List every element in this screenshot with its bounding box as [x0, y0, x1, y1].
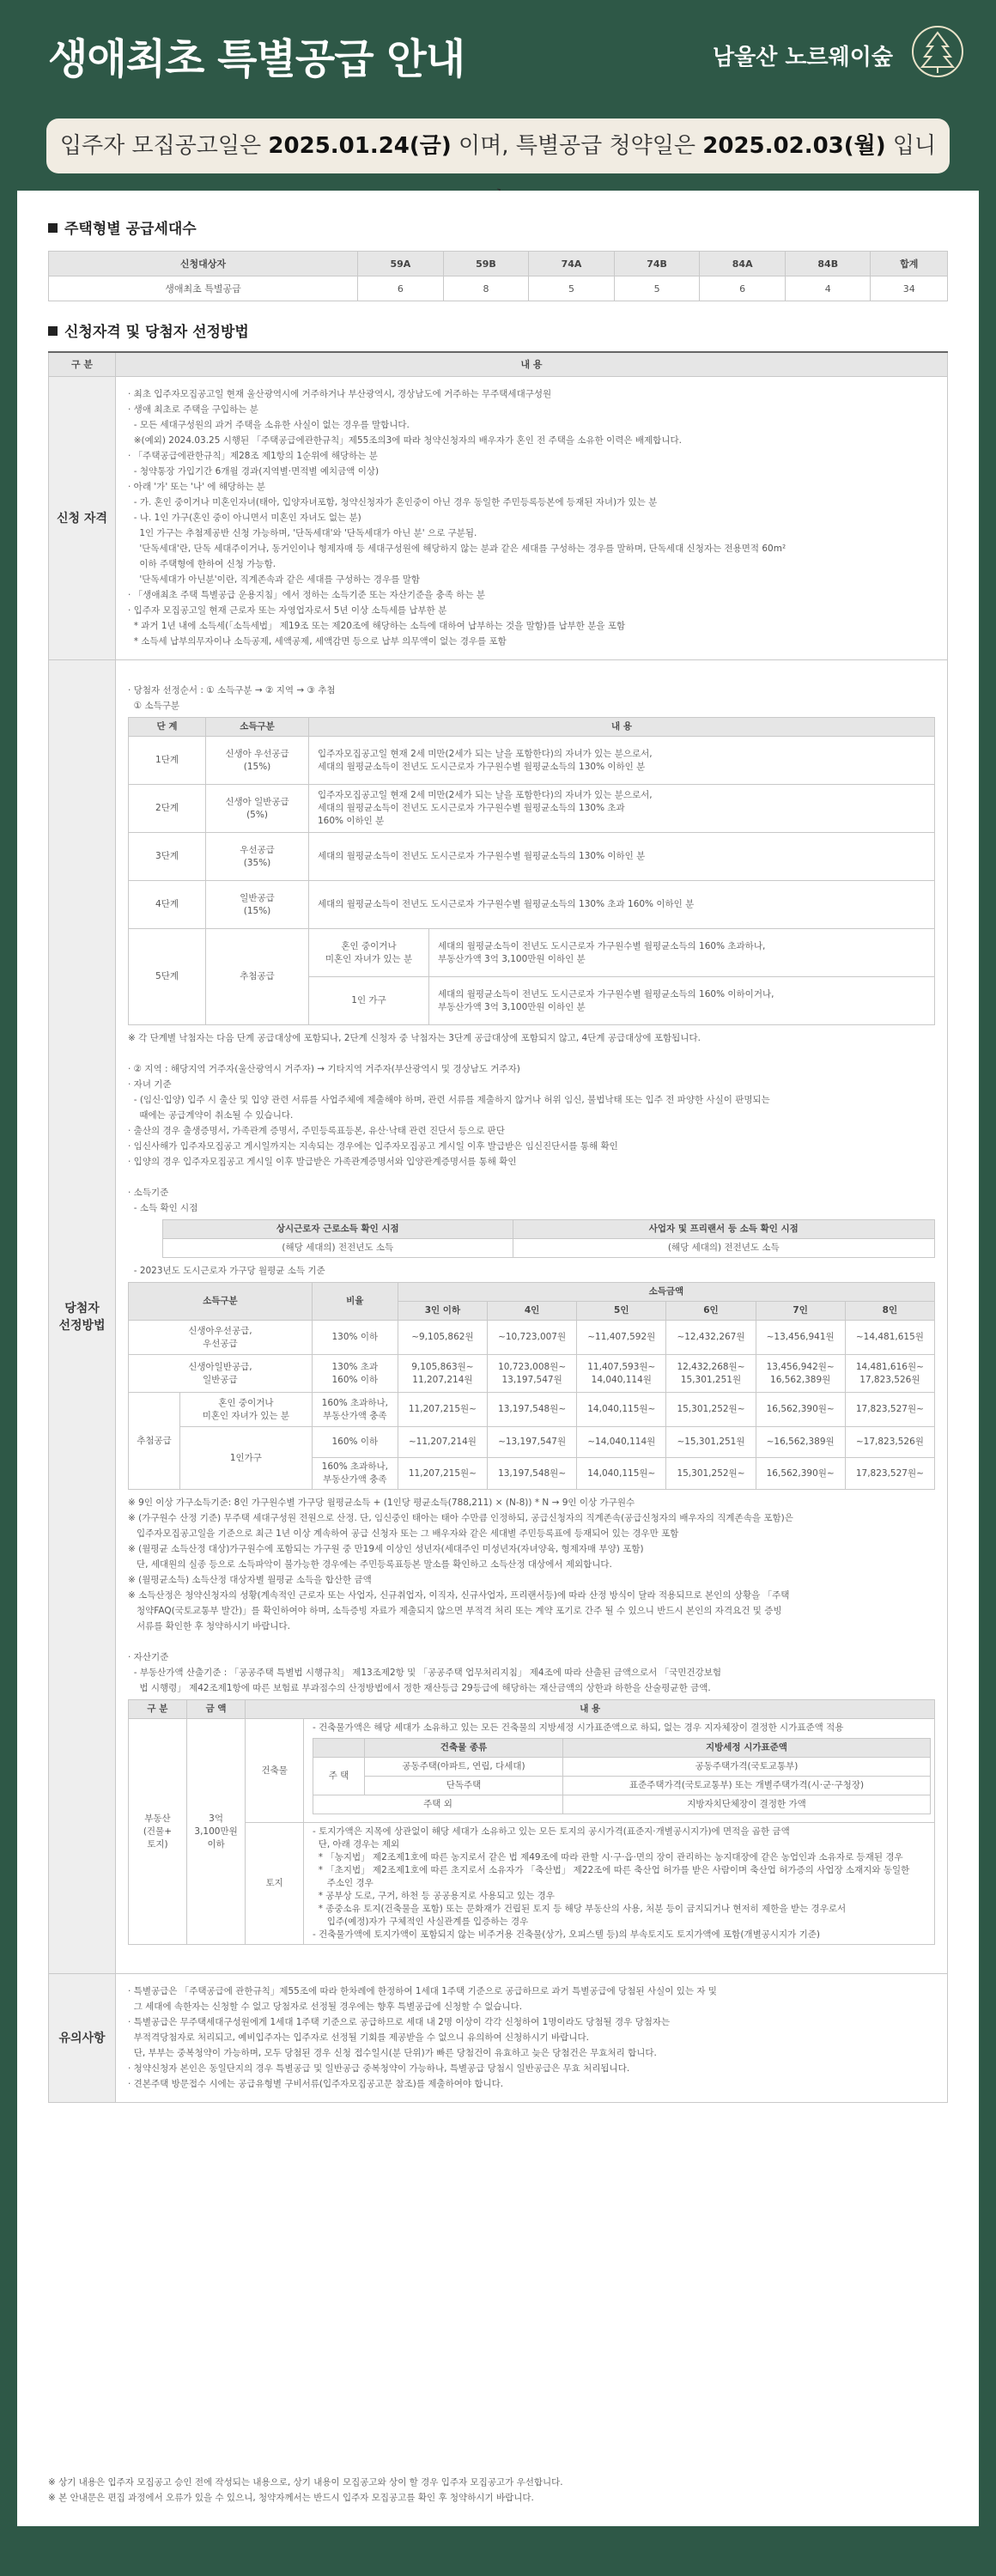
income-note-line: 단, 세대원의 실종 등으로 소득파악이 불가능한 경우에는 주민등록표등본 말소를 확인하고 소득산정 대상에서 제외합니다. [128, 1559, 612, 1570]
supply-header-cell: 59B [443, 252, 528, 276]
income-stage-table [128, 717, 935, 1025]
building-type: 단독주택 [365, 1777, 563, 1795]
income-value: ~12,432,267원 [666, 1321, 756, 1355]
qualification-line: · 아래 '가' 또는 '나' 에 해당하는 분 [128, 482, 265, 492]
income-value: 10,723,008원~ 13,197,547원 [488, 1355, 577, 1393]
notice-banner: 입주자 모집공고일은 2025.01.24(금) 이며, 특별공급 청약일은 2025.02.03(월) 입니 [46, 118, 950, 173]
building-header-row [313, 1739, 931, 1758]
land-line: - 건축물가액에 토지가액이 포함되지 않는 비주거용 건축물(상가, 오피스텔 등)의 부속토지도 토지가액에 포함(개별공시지가 기준) [313, 1929, 820, 1940]
qualification-line: · 「주택공급에관한규칙」제28조 제1항의 1순위에 해당하는 분 [128, 451, 378, 461]
income-row [129, 1321, 935, 1355]
income-caption: - 2023년도 도시근로자 가구당 월평균 소득 기준 [128, 1266, 325, 1276]
income-value: ~11,407,592원 [577, 1321, 666, 1355]
stage-step: 1단계 [129, 737, 206, 785]
building-house-label: 주 택 [313, 1758, 365, 1795]
selection-note-line: · 출산의 경우 출생증명서, 가족관계 증명서, 주민등록표등본, 유산·낙태 관련 진단서 등으로 판단 [128, 1126, 505, 1136]
check-header-worker: 상시근로자 근로소득 확인 시점 [163, 1220, 513, 1239]
qualification-line: * 과거 1년 내에 소득세(「소득세법」 제19조 또는 제20조에 해당하는 소득에 대하여 납부하는 것을 말함)를 납부한 분을 포함 [128, 621, 626, 631]
income-note-line: 서류를 확인한 후 청약하시기 바랍니다. [128, 1621, 290, 1631]
income-note-line: 법 시행령」 제42조제1항에 따른 보험료 부과점수의 산정방법에서 정한 재산등급 29등급에 해당하는 재산금액의 상한과 하한을 산술평균한 금액. [128, 1683, 711, 1693]
announcement-date: 2025.01.24(금) [268, 133, 452, 159]
section-title-method: 신청자격 및 당첨자 선정방법 [48, 319, 249, 341]
section-title-supply: 주택형별 공급세대수 [48, 216, 197, 238]
land-line: - 토지가액은 지목에 상관없이 해당 세대가 소유하고 있는 모든 토지의 공시가격(표준지·개별공시지가)에 면적을 곱한 금액 [313, 1826, 790, 1837]
income-value: ~14,040,114원 [577, 1427, 666, 1458]
selection-note-line: · 소득기준 [128, 1188, 169, 1198]
income-value: ~15,301,251원 [666, 1427, 756, 1458]
income-value: ~16,562,389원 [756, 1427, 845, 1458]
income-value: ~17,823,526원 [845, 1427, 934, 1458]
caution-line: · 견본주택 방문접수 시에는 공급유형별 구비서류(입주자모집공고문 참조)를 제출하여야 합니다. [128, 2079, 504, 2089]
income-note-line [128, 1634, 935, 1649]
supply-header-cell: 신청대상자 [49, 252, 358, 276]
asset-header-cell: 금 액 [186, 1700, 246, 1719]
building-header-cell: 건축물 종류 [365, 1739, 563, 1758]
income-value: 17,823,527원~ [845, 1393, 934, 1427]
supply-value-cell: 6 [357, 276, 443, 301]
stage-desc: 세대의 월평균소득이 전년도 도시근로자 가구원수별 월평균소득의 130% 이하인 분 [309, 833, 935, 881]
supply-header-cell: 74A [529, 252, 615, 276]
income-ratio: 130% 이하 [312, 1321, 398, 1355]
supply-value-cell: 5 [529, 276, 615, 301]
building-price-table [313, 1738, 931, 1814]
income-value: ~13,456,941원 [756, 1321, 845, 1355]
qualification-line: - 청약통장 가입기간 6개월 경과(지역별·면적별 예치금액 이상) [128, 466, 380, 477]
selection-note-line [128, 1046, 935, 1061]
footnotes [48, 2475, 948, 2506]
income-person-header: 3인 이하 [398, 1302, 487, 1321]
stage-row [129, 929, 935, 977]
income-person-header: 7인 [756, 1302, 845, 1321]
supply-header-cell: 59A [357, 252, 443, 276]
income-note-line: - 부동산가액 산출기준 : 「공공주택 특별법 시행규칙」 제13조제2항 및 「공공주택 업무처리지침」 제4조에 따라 산출된 금액으로서 「국민건강보험 [128, 1668, 722, 1678]
stage-desc: 입주자모집공고일 현재 2세 미만(2세가 되는 날을 포함한다)의 자녀가 있는 분으로서, 세대의 월평균소득이 전년도 도시근로자 가구원수별 월평균소득의 130% 이하인 분 [309, 737, 935, 785]
qualification-line: · 최초 입주자모집공고일 현재 울산광역시에 거주하거나 부산광역시, 경상남도에 거주하는 무주택세대구성원 [128, 389, 552, 399]
income-ratio: 160% 초과하나, 부동산가액 충족 [312, 1393, 398, 1427]
income-note-line: ※ (월평균 소득산정 대상)가구원수에 포함되는 가구원 중 만19세 이상인 성년자(세대주인 미성년자(자녀양육, 형제자매 부양) 포함) [128, 1544, 644, 1554]
stage-type: 신생아 일반공급 (5%) [206, 785, 309, 833]
income-value: ~14,481,615원 [845, 1321, 934, 1355]
income-check-table [162, 1219, 935, 1258]
income-subcategory: 혼인 중이거나 미혼인 자녀가 있는 분 [180, 1393, 313, 1427]
income-row [129, 1393, 935, 1427]
stage-type: 추첨공급 [206, 929, 309, 1025]
income-value: 11,207,215원~ [398, 1393, 487, 1427]
building-intro: - 건축물가액은 해당 세대가 소유하고 있는 모든 건축물의 지방세정 시가표준액으로 하되, 없는 경우 지자체장이 결정한 시가표준액 적용 [313, 1722, 844, 1733]
asset-row [129, 1823, 935, 1945]
check-header-business: 사업자 및 프리랜서 등 소득 확인 시점 [513, 1220, 934, 1239]
supply-header-cell: 84A [700, 252, 786, 276]
income-value: ~10,723,007원 [488, 1321, 577, 1355]
qualification-line: - 모든 세대구성원의 과거 주택을 소유한 사실이 없는 경우를 말합니다. [128, 420, 410, 430]
selection-note-line: · 임신사해가 입주자모집공고 게시일까지는 지속되는 경우에는 입주자모집공고 게시일 이후 발급받은 임신진단서를 통해 확인 [128, 1141, 618, 1151]
income-value: 16,562,390원~ [756, 1393, 845, 1427]
selection-intro-line: · 당첨자 선정순서 : ① 소득구분 → ② 지역 → ③ 추첨 [128, 685, 336, 696]
income-value: ~9,105,862원 [398, 1321, 487, 1355]
content-sheet [17, 191, 979, 2526]
stage-desc: 입주자모집공고일 현재 2세 미만(2세가 되는 날을 포함한다)의 자녀가 있는 분으로서, 세대의 월평균소득이 전년도 도시근로자 가구원수별 월평균소득의 130% 초과 160% 이하인 분 [309, 785, 935, 833]
stage-type: 신생아 우선공급 (15%) [206, 737, 309, 785]
land-line: * 종중소유 토지(건축물을 포함) 또는 문화재가 건립된 토지 등 해당 부동산의 사용, 처분 등이 금지되거나 현저히 제한을 받는 경우로서 [313, 1904, 847, 1914]
stage-row [129, 737, 935, 785]
supply-value-cell: 8 [443, 276, 528, 301]
supply-header-cell: 84B [786, 252, 871, 276]
asset-category: 부동산 (건물+ 토지) [129, 1719, 187, 1945]
qualification-line: * 소득세 납부의무자이나 소득공제, 세액공제, 세액감면 등으로 납부 의무액이 없는 경우를 포함 [128, 636, 507, 647]
footnote-line: ※ 상기 내용은 입주자 모집공고 승인 전에 작성되는 내용으로, 상기 내용이 모집공고와 상이 할 경우 입주자 모집공고가 우선합니다. [48, 2477, 563, 2488]
supply-value-cell: 4 [786, 276, 871, 301]
building-price: 지방자치단체장이 결정한 가액 [562, 1795, 930, 1814]
check-value-business: (해당 세대의) 전전년도 소득 [513, 1239, 934, 1258]
asset-building-content [304, 1719, 935, 1823]
income-header-cell: 소득구분 [129, 1283, 313, 1321]
income-row [129, 1355, 935, 1393]
asset-amount: 3억 3,100만원 이하 [186, 1719, 246, 1945]
qualification-line: - 가. 혼인 중이거나 미혼인자녀(태아, 입양자녀포함, 청약신청자가 혼인중이 아닌 경우 동일한 주민등록등본에 등재된 자녀)가 있는 분 [128, 497, 658, 507]
land-line: 주소인 경우 [313, 1878, 374, 1888]
building-type: 공동주택(아파트, 연립, 다세대) [365, 1758, 563, 1777]
qualification-line: · 입주자 모집공고일 현재 근로자 또는 자영업자로서 5년 이상 소득세를 납부한 분 [128, 605, 447, 616]
income-value: 15,301,252원~ [666, 1458, 756, 1490]
income-person-header: 6인 [666, 1302, 756, 1321]
supply-header-row [49, 252, 948, 276]
stage-sub: 1인 가구 [309, 977, 429, 1025]
supply-table [48, 251, 948, 301]
stage-step: 4단계 [129, 881, 206, 929]
building-header-cell: 지방세정 시가표준액 [562, 1739, 930, 1758]
caution-line: 단, 부부는 중복청약이 가능하며, 모두 당첨된 경우 신청 접수일시(분 단위)가 빠른 당첨건이 유효하고 늦은 당첨건은 무효처리 합니다. [128, 2048, 657, 2058]
income-person-header: 5인 [577, 1302, 666, 1321]
stage-sub: 혼인 중이거나 미혼인 자녀가 있는 분 [309, 929, 429, 977]
qualification-line: · 「생애최초 주택 특별공급 운용지침」에서 정하는 소득기준 또는 자산기준을 충족 하는 분 [128, 590, 486, 600]
income-note-line: ※ 9인 이상 가구소득기준: 8인 가구원수별 가구당 월평균소득 + (1인당 평균소득(788,211) × (N-8)) * N → 9인 이상 가구원수 [128, 1498, 635, 1508]
land-line: * 공부상 도로, 구거, 하천 등 공공용지로 사용되고 있는 경우 [313, 1891, 555, 1901]
income-note-line: ※ (월평균소득) 소득산정 대상자별 월평균 소득을 합산한 금액 [128, 1575, 372, 1585]
col-header-content: 내 용 [116, 352, 948, 376]
application-date: 2025.02.03(월) [702, 133, 886, 159]
income-value: ~13,197,547원 [488, 1427, 577, 1458]
header [0, 0, 996, 105]
selection-note-line: ※ 각 단계별 낙첨자는 다음 단계 공급대상에 포함되나, 2단계 신청자 중 낙첨자는 3단계 공급대상에 포함되지 않고, 4단계 공급대상에 포함됩니다. [128, 1033, 701, 1043]
income-value: 12,432,268원~ 15,301,251원 [666, 1355, 756, 1393]
label-selection: 당첨자 선정방법 [49, 659, 116, 1973]
income-subcategory: 1인가구 [180, 1427, 313, 1490]
income-ratio: 130% 초과 160% 이하 [312, 1355, 398, 1393]
qualification-line: - 나. 1인 가구(혼인 중이 아니면서 미혼인 자녀도 없는 분) [128, 513, 361, 523]
asset-table [128, 1699, 935, 1945]
income-value: 13,197,548원~ [488, 1458, 577, 1490]
income-ratio: 160% 이하 [312, 1427, 398, 1458]
income-category: 신생아일반공급, 일반공급 [129, 1355, 313, 1393]
selection-note-line: 때에는 공급계약이 취소될 수 있습니다. [128, 1110, 294, 1121]
income-amount-table [128, 1282, 935, 1490]
selection-note-line [128, 1170, 935, 1185]
stage-step: 2단계 [129, 785, 206, 833]
stage-header-cell: 소득구분 [206, 718, 309, 737]
selection-note-line: · ② 지역 : 해당지역 거주자(울산광역시 거주자) → 기타지역 거주자(부산광역시 및 경상남도 거주자) [128, 1064, 520, 1074]
tree-logo-icon [910, 24, 965, 79]
stage-row [129, 785, 935, 833]
asset-header-cell: 구 분 [129, 1700, 187, 1719]
qualification-line: · 생애 최초로 주택을 구입하는 분 [128, 404, 258, 415]
income-note-line: ※ 소득산정은 청약신청자의 성황(계속적인 근로자 또는 사업자, 신규취업자, 이직자, 신규사업자, 프리랜서등)에 따라 산정 방식이 달라 적용되므로 본인의 상황을 「주택 [128, 1590, 790, 1601]
income-value: 16,562,390원~ [756, 1458, 845, 1490]
qualification-line: 1인 가구는 추첨제공반 신청 가능하며, '단독세대'와 '단독세대가 아닌 분' 으로 구분됨. [128, 528, 477, 538]
qualification-line: ※(예외) 2024.03.25 시행된 「주택공급에관한규칙」제55조의3에 따라 청약신청자의 배우자가 혼인 전 주택을 소유한 이력은 배제합니다. [128, 435, 682, 446]
selection-note-line: · 입양의 경우 입주자모집공고 게시일 이후 발급받은 가족관계증명서와 입양관계증명서를 통해 확인 [128, 1157, 517, 1167]
income-ratio: 160% 초과하나, 부동산가액 충족 [312, 1458, 398, 1490]
income-value: 15,301,252원~ [666, 1393, 756, 1427]
stage-header-cell: 단 계 [129, 718, 206, 737]
stage-step: 3단계 [129, 833, 206, 881]
check-value-worker: (해당 세대의) 전전년도 소득 [163, 1239, 513, 1258]
income-value: 13,197,548원~ [488, 1393, 577, 1427]
supply-header-cell: 74B [614, 252, 699, 276]
asset-land-label: 토지 [246, 1823, 304, 1945]
building-row [313, 1777, 931, 1795]
asset-row [129, 1719, 935, 1823]
caution-line: · 특별공급은 「주택공급에 관한규칙」제55조에 따라 한차례에 한정하여 1세대 1주택 기준으로 공급하므로 과거 특별공급에 당첨된 사실이 있는 자 및 [128, 1986, 717, 1996]
stage-desc: 세대의 월평균소득이 전년도 도시근로자 가구원수별 월평균소득의 160% 이하이거나, 부동산가액 3억 3,100만원 이하인 분 [429, 977, 935, 1025]
income-note-line: 청약FAQ(국토교통부 발간)」를 확인하여야 하며, 소득증빙 자료가 제출되지 않으면 부적격 처리 또는 계약 포기로 간주 될 수 있으니 반드시 본인의 자격요건 및 증빙 [128, 1606, 782, 1616]
income-header-row [129, 1283, 935, 1302]
building-row [313, 1758, 931, 1777]
land-line: * 「농지법」 제2조제1호에 따른 농지로서 같은 법 제49조에 따라 관할 시·구·읍·면의 장이 관리하는 농지대장에 같은 농업인과 소유자로 등재된 경우 [313, 1852, 903, 1862]
income-category: 추첨공급 [129, 1393, 180, 1490]
qualification-line: 이하 주택형에 한하여 신청 가능함. [128, 559, 276, 569]
selection-intro-line: ① 소득구분 [128, 701, 180, 711]
income-category: 신생아우선공급, 우선공급 [129, 1321, 313, 1355]
brand-name: 남울산 노르웨이숲 [713, 45, 893, 70]
qualification-content [116, 376, 948, 659]
income-value: ~11,207,214원 [398, 1427, 487, 1458]
supply-data-row [49, 276, 948, 301]
supply-header-cell: 합계 [871, 252, 948, 276]
building-price: 표준주택가격(국토교통부) 또는 개별주택가격(시·군·구청장) [562, 1777, 930, 1795]
caution-line: · 특별공급은 무주택세대구성원에게 1세대 1주택 기준으로 공급하므로 세대 내 2명 이상이 각각 신청하여 1명이라도 당첨될 경우 당첨자는 [128, 2017, 671, 2027]
building-type: 주택 외 [313, 1795, 563, 1814]
asset-building-label: 건축물 [246, 1719, 304, 1823]
income-value: 14,040,115원~ [577, 1458, 666, 1490]
caution-line: 그 세대에 속한자는 신청할 수 없고 당첨자로 선정될 경우에는 향후 특별공급에 신청할 수 없습니다. [128, 2002, 523, 2012]
asset-header-cell: 내 용 [246, 1700, 935, 1719]
stage-row [129, 881, 935, 929]
stage-step: 5단계 [129, 929, 206, 1025]
income-value: 11,407,593원~ 14,040,114원 [577, 1355, 666, 1393]
income-value: 14,040,115원~ [577, 1393, 666, 1427]
building-header-cell [313, 1739, 365, 1758]
income-header-cell: 소득금액 [398, 1283, 934, 1302]
income-person-header: 4인 [488, 1302, 577, 1321]
label-qualification: 신청 자격 [49, 376, 116, 659]
selection-note-line: - 소득 확인 시점 [128, 1203, 198, 1213]
land-line: * 「초지법」 제2조제1호에 따른 초지로서 소유자가 「축산법」 제22조에 따른 축산업 허가를 받은 사람이며 축산업 허가증의 사업장 소재지와 동일한 [313, 1865, 910, 1875]
building-price: 공동주택가격(국토교통부) [562, 1758, 930, 1777]
selection-note-line: · 자녀 기준 [128, 1079, 172, 1090]
label-cautions: 유의사항 [49, 1973, 116, 2102]
income-header-cell: 비율 [312, 1283, 398, 1321]
supply-value-cell: 6 [700, 276, 786, 301]
stage-type: 우선공급 (35%) [206, 833, 309, 881]
stage-type: 일반공급 (15%) [206, 881, 309, 929]
qualification-line: '단독세대'란, 단독 세대주이거나, 동거인이나 형제자매 등 세대구성원에 해당하지 않는 분과 같은 세대를 구성하는 경우를 말하며, 단독세대 신청자는 전용면적 60m² [128, 544, 786, 554]
cautions-content [116, 1973, 948, 2102]
stage-header-row [129, 718, 935, 737]
asset-land-content [304, 1823, 935, 1945]
building-row [313, 1795, 931, 1814]
caution-line: 부적격당첨자로 처리되고, 예비입주자는 입주자로 선정될 기회를 제공받을 수 없으니 유의하여 신청하시기 바랍니다. [128, 2032, 589, 2043]
income-value: 11,207,215원~ [398, 1458, 487, 1490]
qualification-line: '단독세대가 아닌분'이란, 직계존속과 같은 세대를 구성하는 경우를 말함 [128, 574, 420, 585]
stage-header-cell: 내 용 [309, 718, 935, 737]
income-person-header: 8인 [845, 1302, 934, 1321]
bottom-band [0, 2526, 996, 2576]
col-header-category: 구 분 [49, 352, 116, 376]
footnote-line: ※ 본 안내문은 편집 과정에서 오류가 있을 수 있으니, 청약자께서는 반드시 입주자 모집공고를 확인 후 청약하시기 바랍니다. [48, 2493, 534, 2503]
selection-content [116, 659, 948, 1973]
land-line: 입주(예정)자가 구체적인 사실관계를 입증하는 경우 [313, 1917, 529, 1927]
stage-desc: 세대의 월평균소득이 전년도 도시근로자 가구원수별 월평균소득의 130% 초과 160% 이하인 분 [309, 881, 935, 929]
asset-header-row [129, 1700, 935, 1719]
method-table [48, 351, 948, 2103]
supply-value-cell: 34 [871, 276, 948, 301]
income-value: 9,105,863원~ 11,207,214원 [398, 1355, 487, 1393]
supply-value-cell: 생애최초 특별공급 [49, 276, 358, 301]
selection-note-line: - (임신·입양) 입주 시 출산 및 입양 관련 서류를 사업주체에 제출해야 하며, 관련 서류를 제출하지 않거나 허위 임신, 불법낙태 또는 입주 전 파양한 사실이 판명되는 [128, 1095, 770, 1105]
income-row [129, 1427, 935, 1458]
income-note-line: 입주자모집공고일을 기준으로 최근 1년 이상 계속하여 공급 신청자 또는 그 배우자와 같은 세대별 주민등록표에 등재되어 있는 경우만 포함 [128, 1528, 679, 1539]
caution-line: · 청약신청자 본인은 동일단지의 경우 특별공급 및 일반공급 중복청약이 가능하나, 특별공급 당첨시 일반공급은 무효 처리됩니다. [128, 2063, 630, 2074]
stage-desc: 세대의 월평균소득이 전년도 도시근로자 가구원수별 월평균소득의 160% 초과하나, 부동산가액 3억 3,100만원 이하인 분 [429, 929, 935, 977]
supply-value-cell: 5 [614, 276, 699, 301]
income-value: 14,481,616원~ 17,823,526원 [845, 1355, 934, 1393]
land-line: 단, 아래 경우는 제외 [313, 1839, 400, 1850]
page-title: 생애최초 특별공급 안내 [48, 35, 465, 83]
income-value: 13,456,942원~ 16,562,389원 [756, 1355, 845, 1393]
income-value: 17,823,527원~ [845, 1458, 934, 1490]
stage-row [129, 833, 935, 881]
income-note-line: ※ (가구원수 산정 기준) 무주택 세대구성원 전원으로 산정. 단, 임신중인 태아는 태아 수만큼 인정하되, 공급신청자의 직계존속(공급신청자의 배우자의 직계존속을 포함)은 [128, 1513, 793, 1523]
income-note-line: · 자산기준 [128, 1652, 169, 1662]
